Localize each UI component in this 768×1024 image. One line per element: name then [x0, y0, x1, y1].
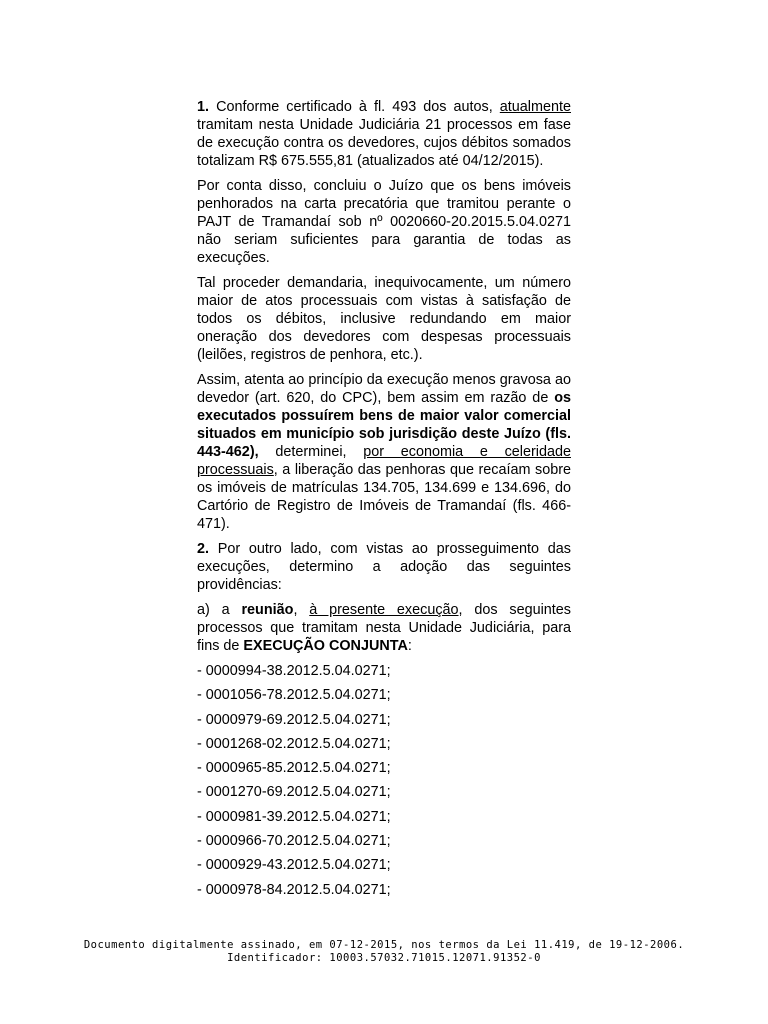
signature-line: Documento digitalmente assinado, em 07-12-2015, nos termos da Lei 11.419, de 19-12-2006. [83, 939, 685, 951]
process-list [197, 662, 571, 899]
paragraph-text: Conforme certificado à fl. 493 dos autos, [209, 99, 500, 115]
process-list-item: - 0000965-85.2012.5.04.0271; [197, 760, 391, 777]
process-list-item: - 0000981-39.2012.5.04.0271; [197, 808, 391, 825]
paragraph-text: Assim, atenta ao princípio da execução menos gravosa ao devedor (art. 620, do CPC), bem assim em razão de [197, 372, 571, 406]
paragraph-text: , [293, 602, 310, 618]
process-list-item: - 0000978-84.2012.5.04.0271; [197, 881, 391, 898]
paragraph-text: tramitam nesta Unidade Judiciária 21 processos em fase de execução contra os devedores, cujos débitos somados totalizam R$ 675.555,81 (atualizados até 04/12/2015). [197, 117, 571, 169]
process-list-item: - 0001268-02.2012.5.04.0271; [197, 735, 391, 752]
paragraph-text: , a liberação das penhoras que recaíam sobre os imóveis de matrículas 134.705, 134.699 e 134.696, do Cartório de Registro de Imóveis de Tramandaí (fls. 466-471). [197, 462, 571, 532]
paragraph-number: 1. [197, 99, 210, 115]
paragraph-2: Por conta disso, concluiu o Juízo que os bens imóveis penhorados na carta precatória que tramitou perante o PAJT de Tramandaí sob nº 0020660-20.2015.5.04.0271 não seriam suficientes para garantia de todas as execuções. [197, 178, 571, 266]
identifier-line: Identificador: 10003.57032.71015.12071.91352-0 [227, 952, 541, 964]
process-list-item: - 0000979-69.2012.5.04.0271; [197, 711, 391, 728]
bold-text: reunião [241, 602, 294, 618]
paragraph-5 [197, 540, 571, 594]
signature-footer [0, 939, 768, 965]
underlined-text: por economia e celeridade processuais [197, 444, 571, 478]
paragraph-3: Tal proceder demandaria, inequivocamente, um número maior de atos processuais com vistas à satisfação de todos os débitos, inclusive redundando em maior oneração dos devedores com despesas processuais (leilões, registros de penhora, etc.). [197, 275, 571, 363]
underlined-text: atualmente [499, 99, 571, 115]
process-list-item: - 0001056-78.2012.5.04.0271; [197, 687, 391, 704]
paragraph-number: 2. [197, 541, 210, 557]
underlined-text: à presente execução [309, 602, 459, 618]
paragraph-text: determinei, [258, 444, 364, 460]
paragraph-text: , dos seguintes processos que tramitam nesta Unidade Judiciária, para fins de [197, 602, 571, 654]
paragraph-text: Por outro lado, com vistas ao prosseguimento das execuções, determino a adoção das seguintes providências: [197, 541, 571, 593]
process-list-item: - 0001270-69.2012.5.04.0271; [197, 784, 391, 801]
process-list-item: - 0000966-70.2012.5.04.0271; [197, 833, 391, 850]
process-list-item: - 0000929-43.2012.5.04.0271; [197, 857, 391, 874]
paragraph-text: a) a [197, 602, 242, 618]
paragraph-4 [197, 371, 571, 533]
bold-text: os executados possuírem bens de maior valor comercial situados em município sob jurisdição deste Juízo (fls. 443-462), [197, 390, 571, 460]
paragraph-6 [197, 601, 571, 655]
paragraph-text: : [407, 638, 412, 654]
document-body [197, 98, 571, 905]
bold-text: EXECUÇÃO CONJUNTA [243, 638, 408, 654]
process-list-item: - 0000994-38.2012.5.04.0271; [197, 663, 391, 679]
paragraph-1 [197, 98, 571, 170]
